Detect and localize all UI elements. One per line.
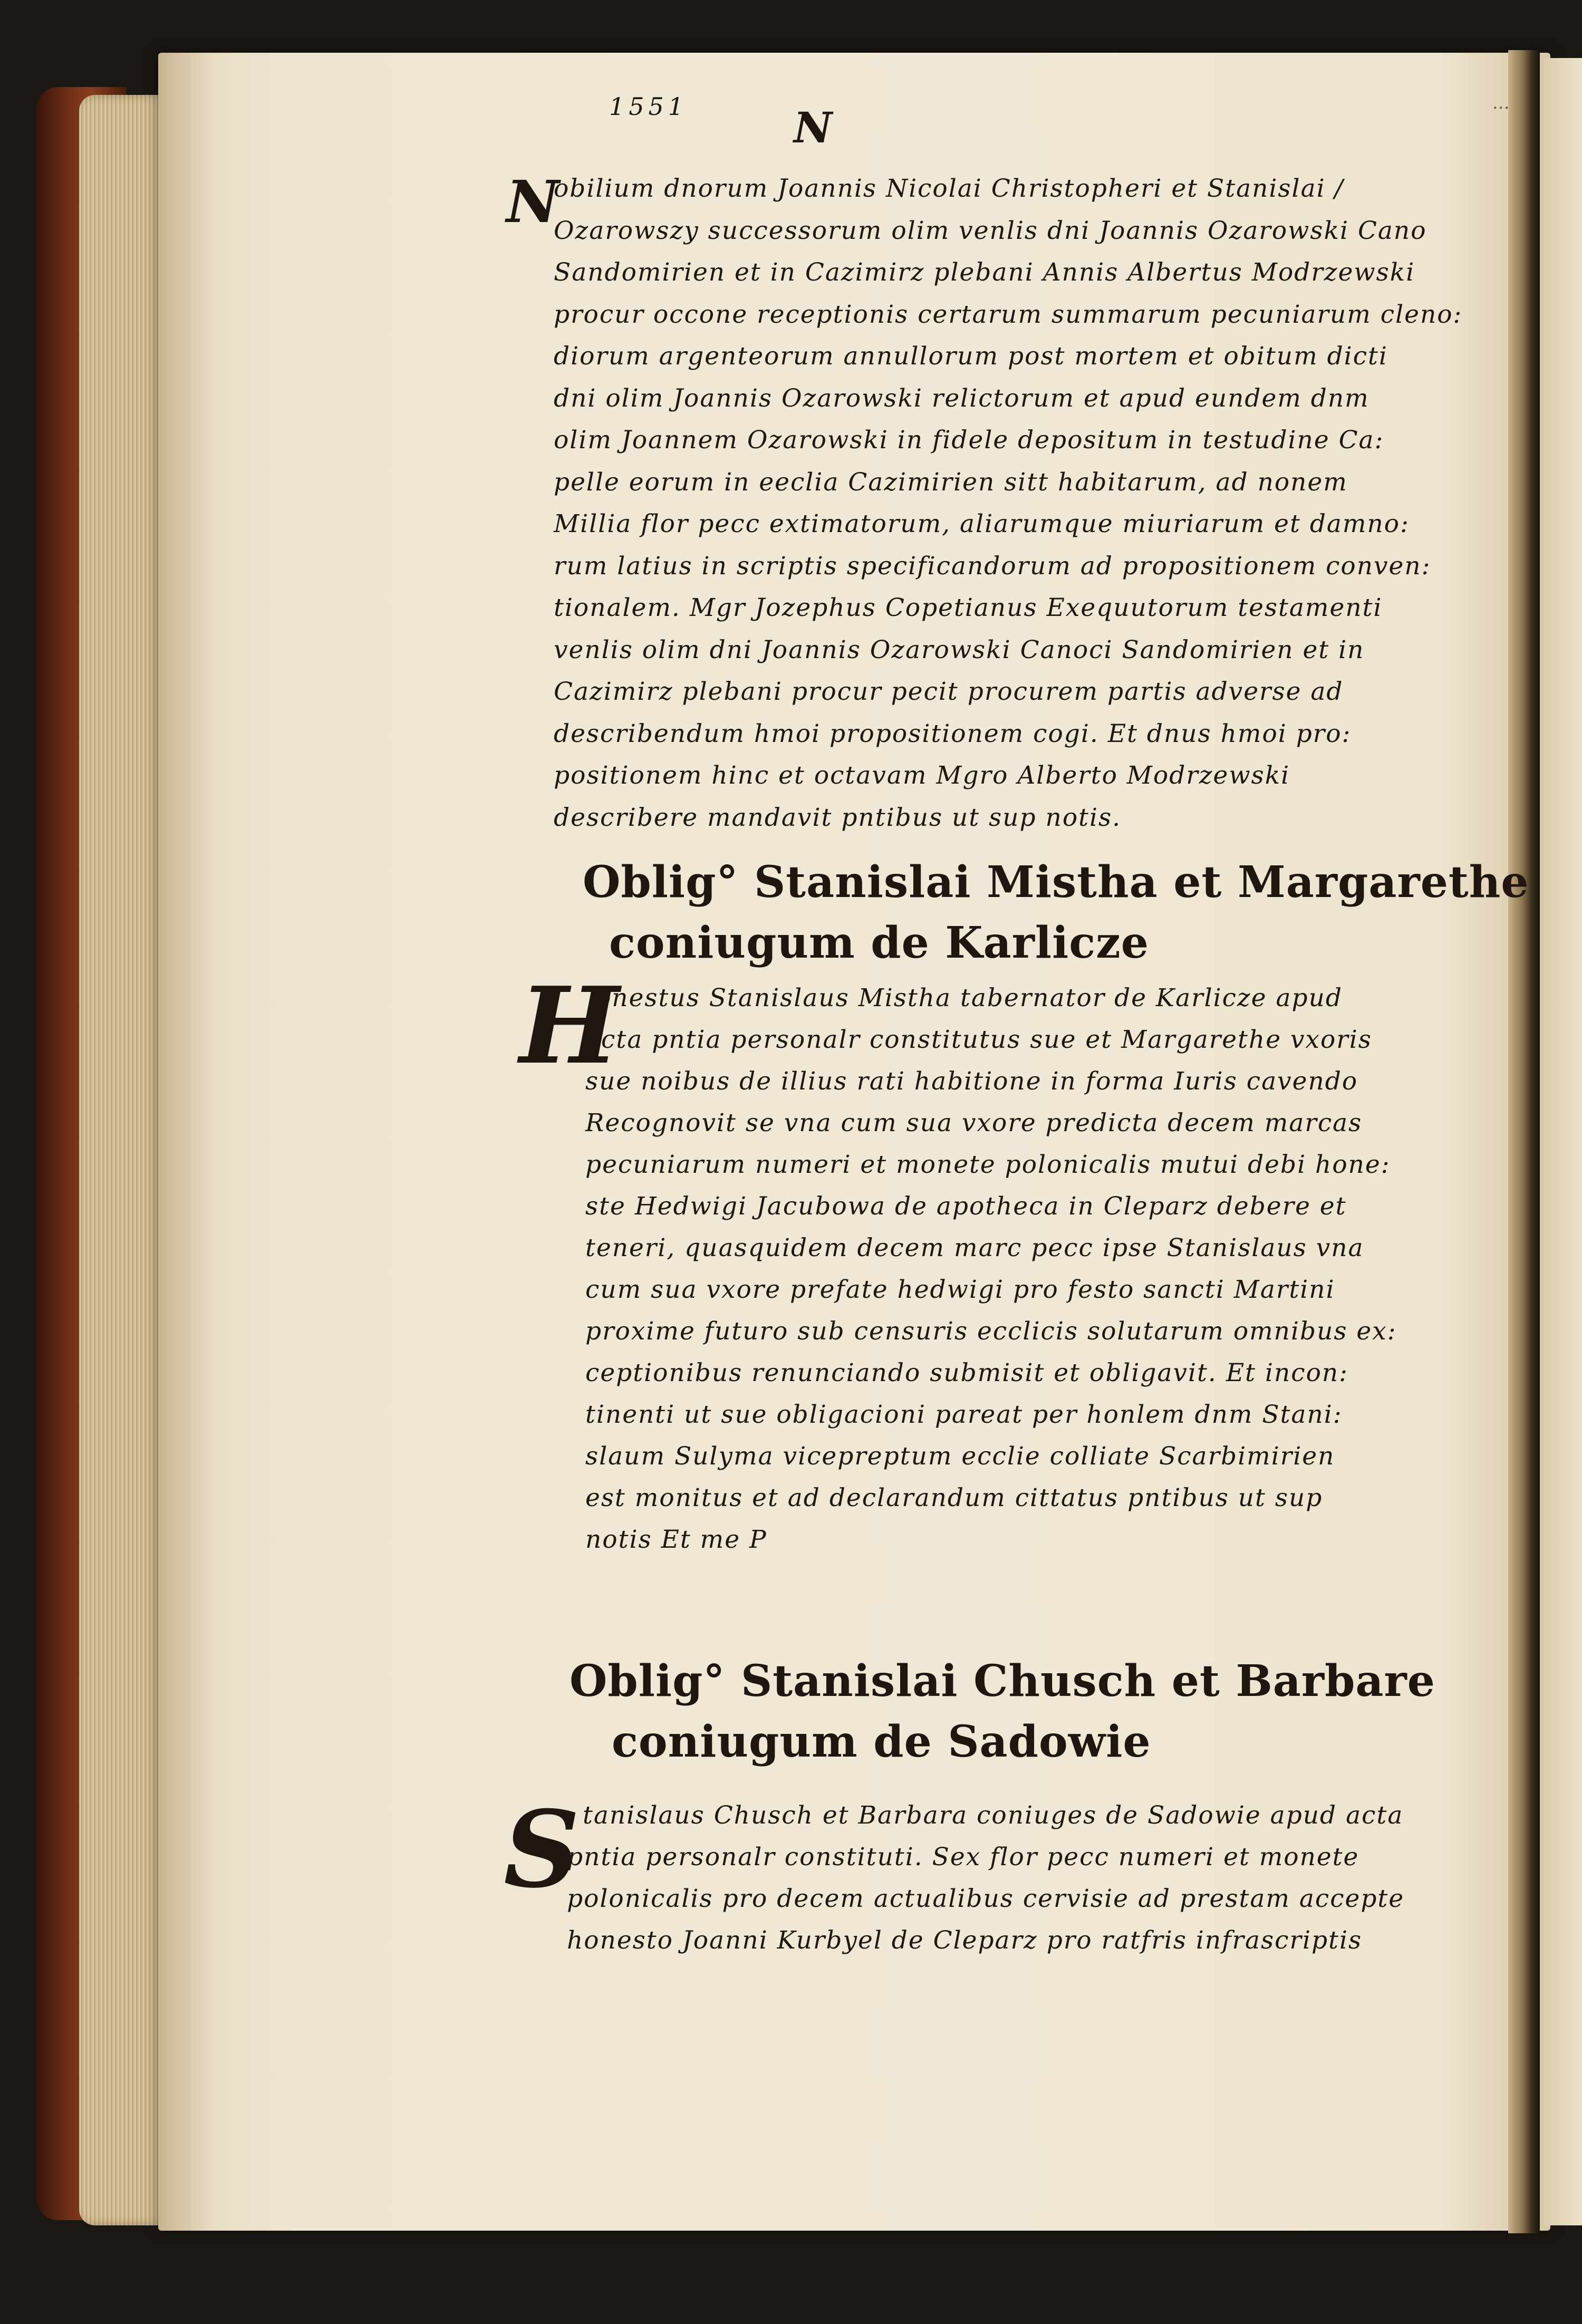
manuscript-line: diorum argenteorum annullorum post mortem et obitum dicti — [554, 342, 1388, 371]
manuscript-line: dni olim Joannis Ozarowski relictorum et apud eundem dnm — [554, 383, 1369, 413]
manuscript-line: Cazimirz plebani procur pecit procurem partis adverse ad — [554, 677, 1344, 706]
entry-2-initial: H — [519, 964, 619, 1088]
manuscript-line: ste Hedwigi Jacubowa de apotheca in Cleparz debere et — [585, 1192, 1347, 1221]
manuscript-line: acta pntia personalr constitutus sue et Margarethe vxoris — [585, 1025, 1372, 1054]
manuscript-line: Ozarowszy successorum olim venlis dni Joannis Ozarowski Cano — [554, 216, 1427, 245]
book-gutter — [1508, 50, 1540, 2233]
manuscript-line: tanislaus Chusch et Barbara coniuges de Sadowie apud acta — [583, 1801, 1404, 1830]
manuscript-line: tionalem. Mgr Jozephus Copetianus Exequutorum testamenti — [554, 593, 1383, 622]
manuscript-line: honesto Joanni Kurbyel de Cleparz pro ratfris infrascriptis — [567, 1926, 1363, 1955]
entry-1-initial: N — [506, 168, 560, 236]
entry-3-heading-line-1: Oblig° Stanislai Chusch et Barbare — [570, 1656, 1435, 1706]
manuscript-line: rum latius in scriptis specificandorum ad propositionem conven: — [554, 551, 1431, 581]
manuscript-line: ceptionibus renunciando submisit et obligavit. Et incon: — [585, 1358, 1348, 1387]
manuscript-line: positionem hinc et octavam Mgro Alberto Modrzewski — [554, 761, 1290, 790]
entry-2-heading-line-1: Oblig° Stanislai Mistha et Margarethe — [583, 857, 1529, 908]
marginal-mark: N — [794, 103, 833, 152]
manuscript-line: describendum hmoi propositionem cogi. Et dnus hmoi pro: — [554, 719, 1352, 748]
manuscript-line: olim Joannem Ozarowski in fidele depositum in testudine Ca: — [554, 426, 1384, 455]
manuscript-line: est monitus et ad declarandum cittatus pntibus ut sup — [585, 1483, 1323, 1512]
entry-2-heading-line-2: coniugum de Karlicze — [609, 918, 1149, 968]
manuscript-line: describere mandavit pntibus ut sup notis. — [554, 803, 1122, 832]
manuscript-line: Millia flor pecc extimatorum, aliarumque miuriarum et damno: — [554, 509, 1410, 538]
manuscript-line: polonicalis pro decem actualibus cervisie ad prestam accepte — [567, 1884, 1405, 1913]
manuscript-line: tinenti ut sue obligacioni pareat per honlem dnm Stani: — [585, 1400, 1343, 1429]
manuscript-line: proxime futuro sub censuris ecclicis solutarum omnibus ex: — [585, 1317, 1397, 1346]
manuscript-line: pntia personalr constituti. Sex flor pecc numeri et monete — [567, 1843, 1359, 1872]
manuscript-line: sue noibus de illius rati habitione in forma Iuris cavendo — [585, 1067, 1358, 1096]
entry-3-initial: S — [504, 1788, 580, 1912]
manuscript-line: cum sua vxore prefate hedwigi pro festo sancti Martini — [585, 1275, 1335, 1304]
manuscript-line: notis Et me P — [585, 1525, 767, 1554]
manuscript-line: pelle eorum in eeclia Cazimirien sitt habitarum, ad nonem — [554, 467, 1348, 497]
manuscript-line: procur occone receptionis certarum summarum pecuniarum cleno: — [554, 300, 1463, 329]
manuscript-line: Recognovit se vna cum sua vxore predicta decem marcas — [585, 1108, 1363, 1137]
manuscript-line: slaum Sulyma vicepreptum ecclie colliate Scarbimirien — [585, 1442, 1335, 1471]
folio-number: 1551 — [609, 92, 688, 121]
manuscript-line: onestus Stanislaus Mistha tabernator de Karlicze apud — [596, 983, 1343, 1012]
manuscript-line: obilium dnorum Joannis Nicolai Christopheri et Stanislai / — [554, 174, 1344, 203]
manuscript-line: venlis olim dni Joannis Ozarowski Canoci Sandomirien et in — [554, 635, 1365, 664]
facing-page-edge — [1540, 58, 1582, 2225]
manuscript-line: pecuniarum numeri et monete polonicalis mutui debi hone: — [585, 1150, 1391, 1179]
corner-note: ... — [1492, 92, 1510, 113]
entry-3-heading-line-2: coniugum de Sadowie — [612, 1717, 1151, 1767]
manuscript-line: Sandomirien et in Cazimirz plebani Annis Albertus Modrzewski — [554, 258, 1415, 287]
manuscript-line: teneri, quasquidem decem marc pecc ipse Stanislaus vna — [585, 1233, 1364, 1262]
